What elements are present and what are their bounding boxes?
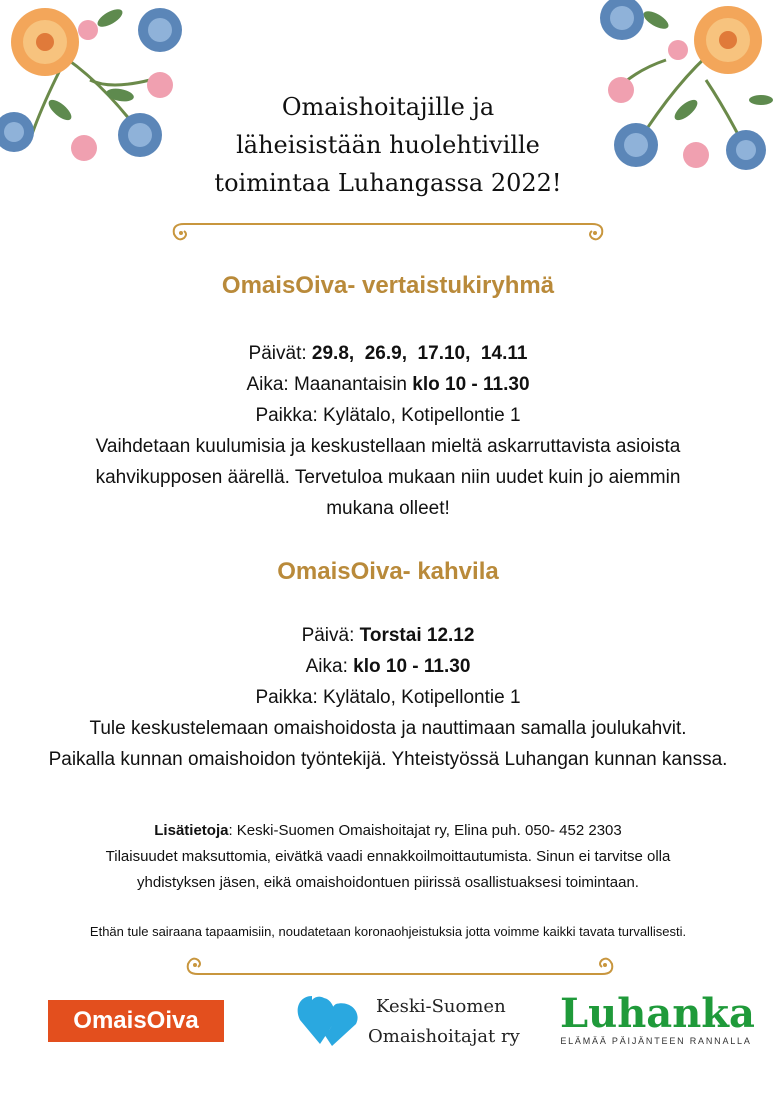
info-label: Lisätietoja	[154, 822, 229, 839]
title-line: toimintaa Luhangassa 2022!	[214, 169, 562, 197]
info-line: yhdistyksen jäsen, eikä omaishoidontuen piirissä osallistuaksesi toimintaan.	[137, 874, 639, 891]
section-heading-kahvila: OmaisOiva- kahvila	[277, 558, 499, 585]
description-line: Tule keskustelemaan omaishoidosta ja nauttimaan samalla joulukahvit.	[89, 718, 687, 739]
section1-details	[0, 338, 776, 524]
dates-label: Päivät:	[248, 343, 307, 364]
time-row	[0, 369, 776, 400]
place-row: Paikka: Kylätalo, Kotipellontie 1	[255, 405, 521, 426]
time-row	[0, 651, 776, 682]
description-line: Vaihdetaan kuulumisia ja keskustellaan mieltä askarruttavista asioista	[95, 436, 681, 457]
description-line: kahvikupposen äärellä. Tervetuloa mukaan niin uudet kuin jo aiemmin	[95, 467, 681, 488]
heart-icon	[292, 990, 366, 1050]
corona-note: Ethän tule sairaana tapaamisiin, noudatetaan koronaohjeistuksia jotta voimme kaikki tavata turvallisesti.	[89, 924, 687, 939]
title-line: Omaishoitajille ja	[281, 93, 495, 121]
omaisoiva-logo	[48, 1000, 224, 1042]
time-label: Aika: Maanantaisin	[246, 374, 407, 395]
ks-logo-line: Keski-Suomen	[376, 996, 506, 1017]
info-contact: : Keski-Suomen Omaishoitajat ry, Elina puh. 050- 452 2303	[228, 822, 622, 839]
omaisoiva-logo-text: OmaisOiva	[73, 1007, 199, 1034]
info-line: Tilaisuudet maksuttomia, eivätkä vaadi ennakkoilmoittautumista. Sinun ei tarvitse olla	[105, 848, 671, 865]
ks-logo-line: Omaishoitajat ry	[368, 1026, 520, 1047]
info-block	[0, 818, 776, 896]
time-value: klo 10 - 11.30	[353, 656, 471, 677]
luhanka-logo-tagline: ELÄMÄÄ PÄIJÄNTEEN RANNALLA	[560, 1036, 752, 1046]
section-heading-vertaistukiryhma: OmaisOiva- vertaistukiryhmä	[221, 272, 555, 299]
page-title	[0, 88, 776, 202]
description-line: mukana olleet!	[326, 498, 450, 519]
dates-value: 29.8, 26.9, 17.10, 14.11	[311, 343, 528, 364]
dates-row	[0, 338, 776, 369]
section2-details	[0, 620, 776, 775]
luhanka-logo	[560, 990, 755, 1046]
date-value: Torstai 12.12	[359, 625, 475, 646]
ornament-divider-bottom	[180, 952, 620, 980]
ornament-divider-top	[166, 218, 610, 246]
title-line: läheisistään huolehtiville	[236, 131, 540, 159]
place-row: Paikka: Kylätalo, Kotipellontie 1	[255, 687, 521, 708]
info-contact-row	[0, 818, 776, 844]
luhanka-logo-name: Luhanka	[560, 990, 755, 1037]
description-line: Paikalla kunnan omaishoidon työntekijä. Yhteistyössä Luhangan kunnan kanssa.	[48, 749, 728, 770]
date-label: Päivä:	[301, 625, 355, 646]
date-row	[0, 620, 776, 651]
time-label: Aika:	[305, 656, 348, 677]
time-value: klo 10 - 11.30	[412, 374, 530, 395]
keski-suomen-omaishoitajat-logo-text	[368, 992, 520, 1052]
